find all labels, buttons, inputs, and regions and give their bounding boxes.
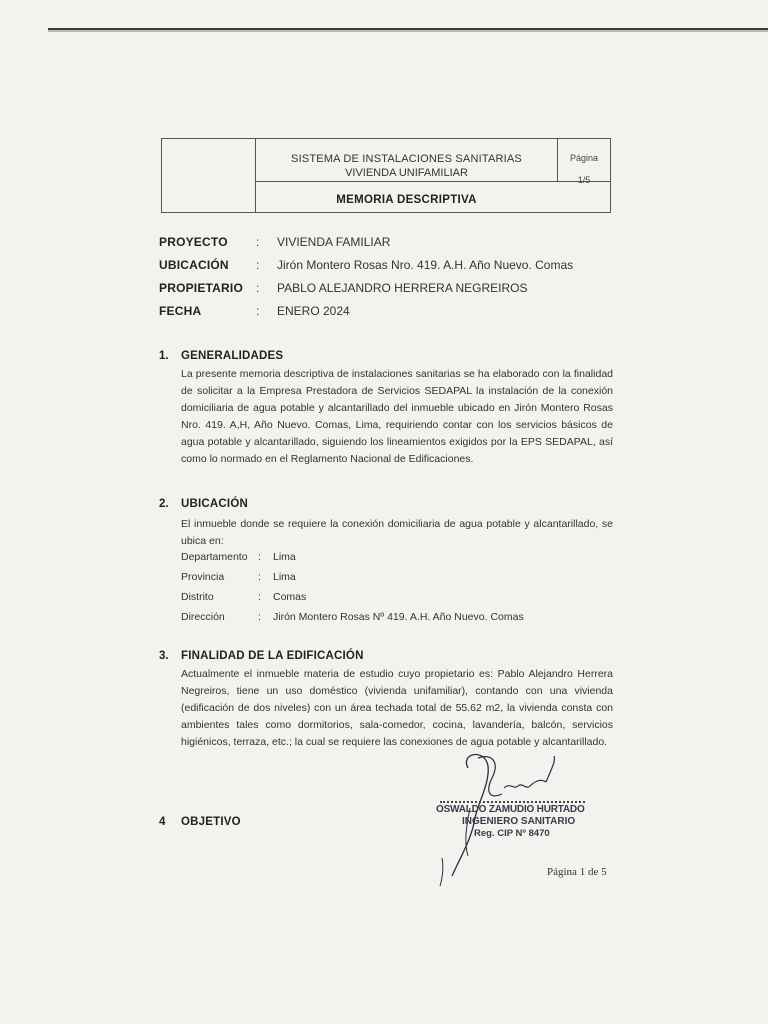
header-system-line1: SISTEMA DE INSTALACIONES SANITARIAS (291, 153, 522, 165)
location-key: Departamento (181, 551, 248, 563)
section-number: 3. (159, 650, 169, 662)
header-page-label: Página (569, 153, 599, 163)
document-title: MEMORIA DESCRIPTIVA (336, 194, 477, 206)
location-separator: : (258, 571, 261, 583)
info-value: ENERO 2024 (277, 304, 350, 318)
location-separator: : (258, 551, 261, 563)
section-1-body: La presente memoria descriptiva de instalaciones sanitarias se ha elaborado con la finalidad de solicitar a la Empresa Prestadora de Servicios SEDAPAL la instalación de la conexión domiciliaria de agua potable y alcantarillado del inmueble ubicado en Jirón Montero Rosas Nro. 419. A,H, Año Nuevo. Comas, Lima, requiriendo contar con los servicios básicos de agua potable y alcantarillado, siguiendo los lineamientos exigidos por la EPS SEDAPAL, así como lo normado en el Reglamento Nacional de Edificaciones. (181, 368, 613, 465)
location-value: Jirón Montero Rosas Nº 419. A.H. Año Nuevo. Comas (273, 611, 524, 623)
document-header-table (161, 138, 611, 213)
header-divider (256, 181, 610, 182)
location-key: Provincia (181, 571, 225, 583)
location-value: Comas (273, 591, 307, 603)
info-separator: : (256, 304, 260, 318)
signature-role: INGENIERO SANITARIO (462, 816, 576, 827)
info-separator: : (256, 258, 260, 272)
info-separator: : (256, 235, 260, 249)
signature-dotted-line (440, 801, 585, 803)
location-separator: : (258, 591, 261, 603)
header-page-value: 1/5 (577, 175, 591, 185)
header-logo-cell (162, 139, 256, 212)
signature-registration: Reg. CIP Nº 8470 (474, 828, 550, 839)
location-key: Distrito (181, 591, 214, 603)
signature-name: OSWALDO ZAMUDIO HURTADO (436, 804, 585, 815)
section-number: 1. (159, 350, 169, 362)
info-label: PROPIETARIO (159, 281, 243, 295)
top-rule-shadow (48, 30, 768, 32)
section-title: OBJETIVO (181, 816, 241, 828)
section-2-body: El inmueble donde se requiere la conexión domiciliaria de agua potable y alcantarillado, se ubica en: (181, 518, 613, 547)
section-number: 2. (159, 498, 169, 510)
info-value: VIVIENDA FAMILIAR (277, 235, 391, 249)
location-separator: : (258, 611, 261, 623)
section-3-body: Actualmente el inmueble materia de estudio cuyo propietario es: Pablo Alejandro Herrera Negreiros, tiene un uso doméstico (vivienda unifamiliar), contando con una vivienda (edificación de dos niveles) con un área techada total de 55.62 m2, la vivienda consta con ambientes tales como dormitorios, sala-comedor, cocina, lavandería, balcón, servicios higiénicos, terraza, etc.; la cual se requiere las conexiones de agua potable y alcantarillado. (181, 668, 613, 748)
info-value: Jirón Montero Rosas Nro. 419. A.H. Año Nuevo. Comas (277, 258, 574, 272)
location-key: Dirección (181, 611, 225, 623)
header-system-line2: VIVIENDA UNIFAMILIAR (345, 167, 468, 179)
section-title: FINALIDAD DE LA EDIFICACIÓN (181, 650, 364, 662)
section-title: UBICACIÓN (181, 498, 248, 510)
location-value: Lima (273, 551, 296, 563)
location-value: Lima (273, 571, 296, 583)
page-number-footer: Página 1 de 5 (547, 866, 607, 878)
info-label: PROYECTO (159, 235, 228, 249)
section-number: 4 (159, 816, 166, 828)
section-title: GENERALIDADES (181, 350, 284, 362)
info-label: FECHA (159, 304, 202, 318)
info-value: PABLO ALEJANDRO HERRERA NEGREIROS (277, 281, 528, 295)
info-separator: : (256, 281, 260, 295)
info-label: UBICACIÓN (159, 258, 229, 272)
